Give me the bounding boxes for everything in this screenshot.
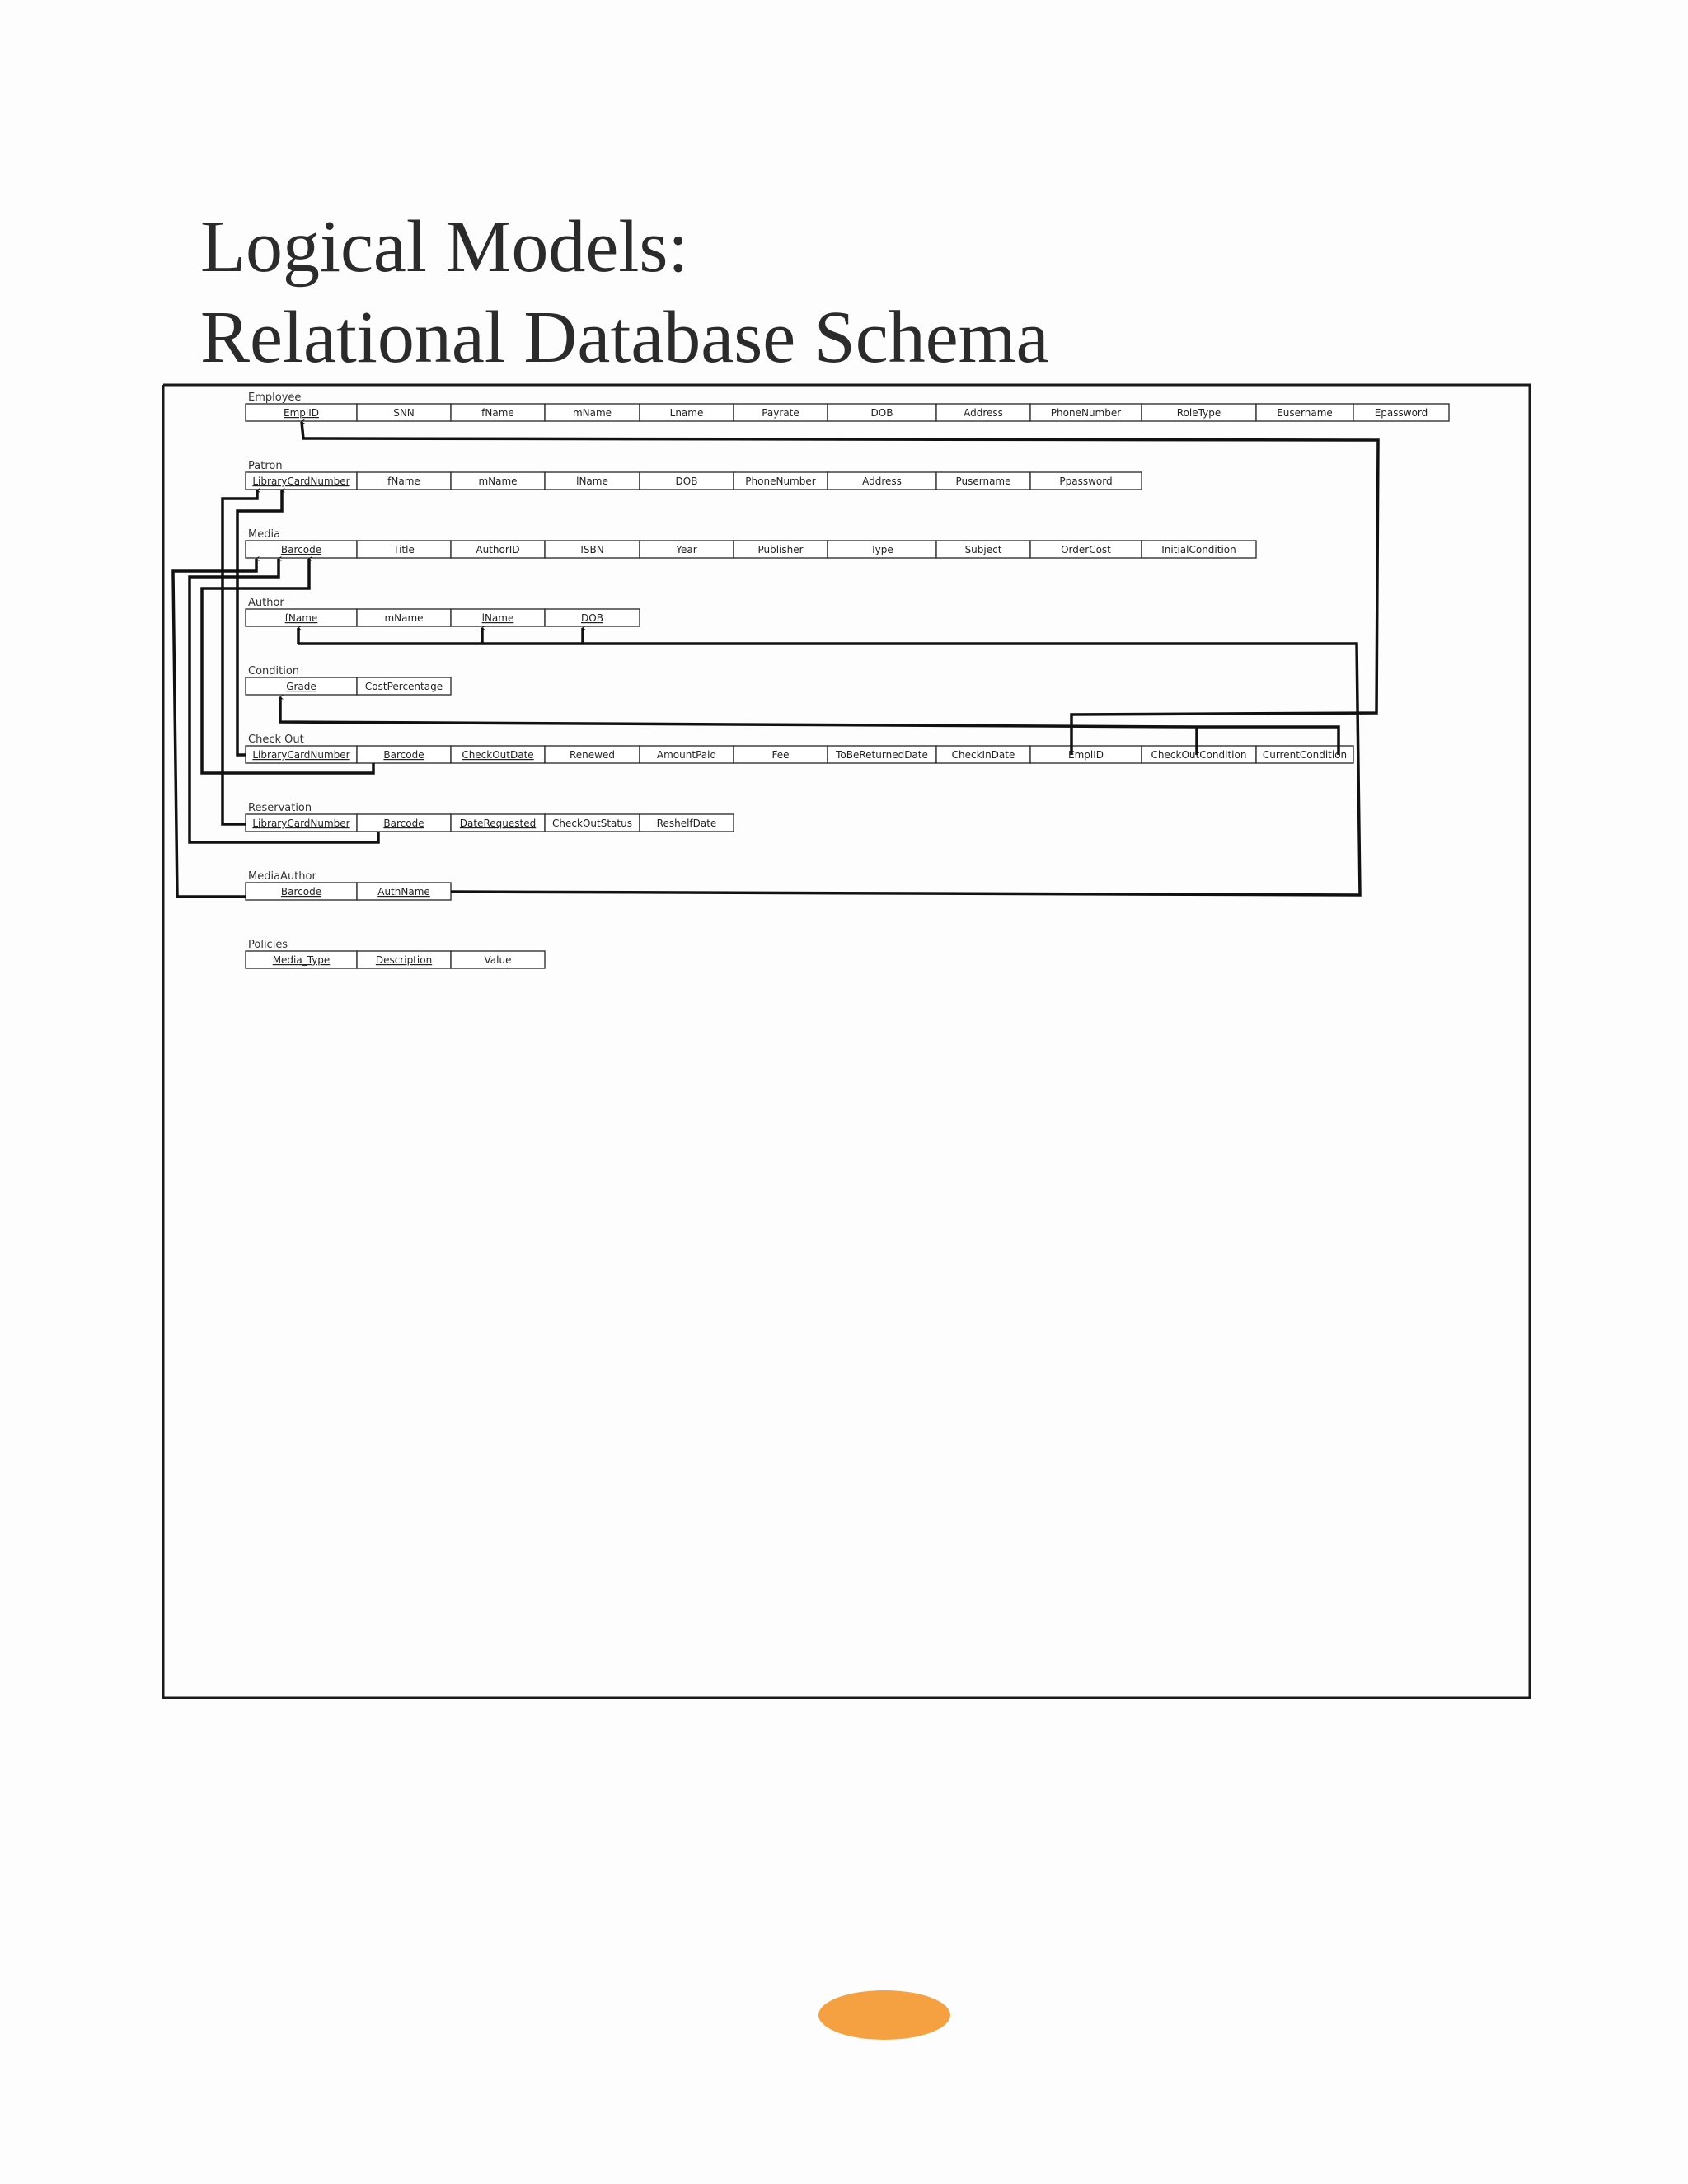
column-costpercentage: CostPercentage [364,681,443,692]
column-fname: fName [387,476,420,487]
table-reservation [246,802,734,832]
column-grade: Grade [286,681,316,692]
column-initialcondition: InitialCondition [1161,544,1236,555]
column-reshelfdate: ReshelfDate [656,818,717,829]
column-barcode: Barcode [280,544,322,555]
table-policies [246,939,545,968]
table-mediaauthor [246,870,451,900]
column-librarycardnumber: LibraryCardNumber [252,749,350,761]
column-description: Description [375,954,433,966]
column-mname: mName [478,476,518,487]
column-phonenumber: PhoneNumber [1050,407,1122,419]
column-checkoutdate: CheckOutDate [462,749,534,761]
table-condition [246,665,451,695]
table-author [246,597,640,626]
column-checkoutcondition: CheckOutCondition [1151,749,1247,761]
table-media [246,528,1256,558]
column-address: Address [964,407,1003,419]
table-name: MediaAuthor [248,870,316,883]
column-isbn: ISBN [580,544,604,555]
table-employee [246,391,1449,421]
column-amountpaid: AmountPaid [656,749,717,761]
table-name: Patron [248,460,283,472]
column-mname: mName [384,612,424,624]
column-lname: lName [576,476,608,487]
column-authorid: AuthorID [476,544,520,555]
column-media-type: Media_Type [272,954,331,966]
column-type: Type [870,544,893,555]
tables-layer [246,391,1449,968]
column-publisher: Publisher [757,544,804,555]
column-fname: fName [284,612,318,624]
column-ordercost: OrderCost [1061,544,1111,555]
column-lname: lName [481,612,514,624]
column-roletype: RoleType [1176,407,1221,419]
column-daterequested: DateRequested [459,818,537,829]
table-name: Check Out [248,733,304,746]
column-pusername: Pusername [955,476,1011,487]
column-year: Year [676,544,697,555]
column-address: Address [862,476,902,487]
column-librarycardnumber: LibraryCardNumber [252,818,350,829]
column-authname: AuthName [377,886,430,898]
column-emplid: EmplID [1067,749,1104,761]
column-phonenumber: PhoneNumber [745,476,816,487]
table-name: Condition [248,665,300,677]
column-barcode: Barcode [383,749,424,761]
column-dob: DOB [675,476,698,487]
column-currentcondition: CurrentCondition [1262,749,1348,761]
column-ppassword: Ppassword [1059,476,1113,487]
column-emplid: EmplID [283,407,320,419]
link-mediaauthor-barcode-to-media [173,559,256,897]
table-name: Author [248,597,284,609]
column-checkindate: CheckInDate [951,749,1015,761]
column-payrate: Payrate [762,407,799,419]
page-title-line-1: Logical Models: [200,206,689,288]
diagram-frame [163,385,1530,1698]
table-patron [246,460,1142,490]
column-dob: DOB [581,612,603,624]
table-name: Reservation [248,802,312,814]
column-renewed: Renewed [570,749,615,761]
column-barcode: Barcode [383,818,424,829]
column-librarycardnumber: LibraryCardNumber [252,476,350,487]
column-subject: Subject [964,544,1002,555]
link-mediaauthor-authname-to-author [298,644,1360,895]
column-epassword: Epassword [1374,407,1428,419]
column-mname: mName [572,407,612,419]
table-check-out [246,733,1353,763]
page-number-marker [818,1990,950,2040]
column-snn: SNN [393,407,415,419]
column-lname: Lname [669,407,704,419]
page-title-line-2: Relational Database Schema [200,297,1049,378]
column-eusername: Eusername [1277,407,1333,419]
column-fname: fName [481,407,514,419]
column-barcode: Barcode [280,886,322,898]
column-checkoutstatus: CheckOutStatus [552,818,632,829]
column-fee: Fee [771,749,790,761]
table-name: Media [248,528,281,541]
table-name: Policies [248,939,288,951]
table-name: Employee [248,391,302,404]
column-value: Value [484,954,512,966]
column-title: Title [393,544,415,555]
column-dob: DOB [870,407,893,419]
column-tobereturneddate: ToBeReturnedDate [836,749,928,761]
